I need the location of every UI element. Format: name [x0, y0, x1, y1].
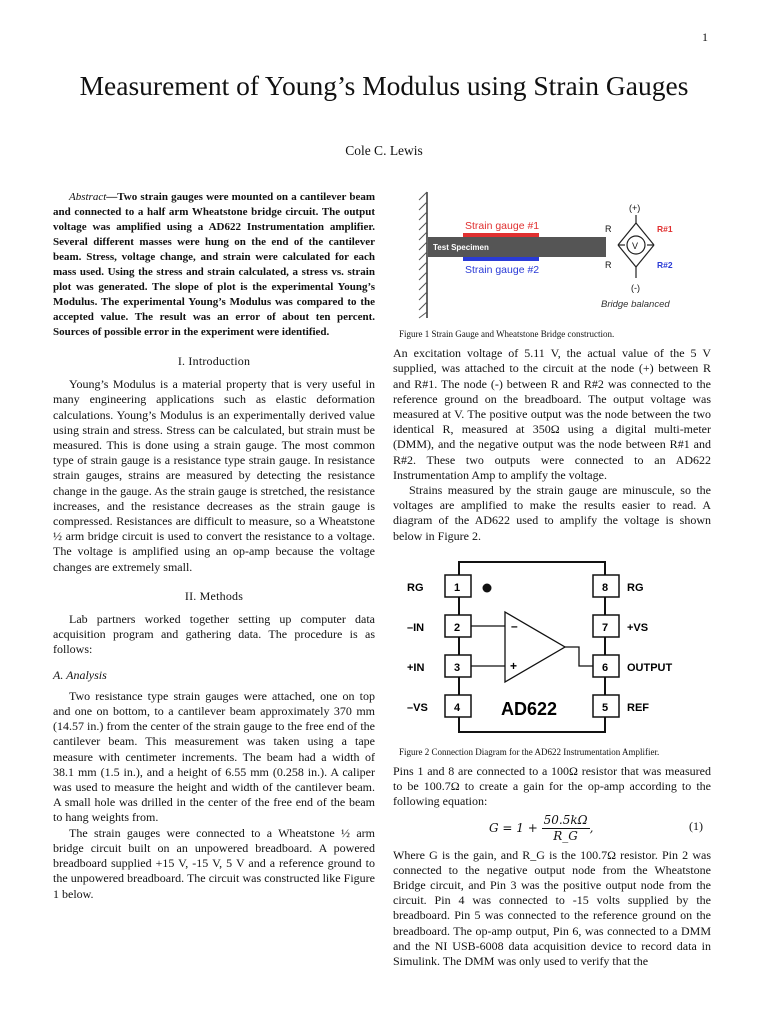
- strain-gauge-1-strip: [463, 233, 539, 237]
- right-paragraph-3: Pins 1 and 8 are connected to a 100Ω resistor that was measured to be 100.7Ω to create a gain for the op-amp according to the following equation:: [393, 764, 711, 809]
- plus-node-label: (+): [629, 203, 641, 213]
- pin-2-number: 2: [454, 621, 461, 634]
- chip-name: AD622: [501, 698, 558, 719]
- intro-paragraph: Young’s Modulus is a material property that is very useful in many engineering applications such as elastic deformation calculations. Young’s Modulus is an experimentally derived value using strain and stress. Stress can be calculated, but strain must be measured. This is done using a strain gauge. The most common type of strain gauge is a resistance type strain gauge. In resistance strain gauges, strains are measured by detecting the resistance change in the gauge. As the strain gauge is stretched, the resistance increases, and the resistance decreases as the strain gauge is compressed. Resistances are difficult to measure, so a Wheatstone ½ arm bridge circuit is used to convert the resistance to a voltage. The voltage is amplified using an op-amp because the voltage changes are extremely small.: [53, 377, 375, 574]
- meter-label: V: [632, 241, 639, 251]
- specimen-label: Test Specimen: [433, 243, 489, 252]
- pin-1-label: RG: [407, 581, 424, 594]
- pin-2-label: –IN: [407, 621, 425, 634]
- equation-fraction: [542, 813, 590, 844]
- pin-8-label: RG: [627, 581, 644, 594]
- right-paragraph-1: An excitation voltage of 5.11 V, the actual value of the 5 V supplied, was attached to the circuit at the node (+) between R and R#1. The node (-) between R and R#2 was connected to the reference ground on the breadboard. The output voltage was measured at V. The positive output was the node between the two identical R, measured at 350Ω using a digital multi-meter (DMM), and the negative output was the node between R#1 and R#2. These two outputs were connected to an AD622 Instrumentation Amp to amplify the voltage.: [393, 346, 711, 482]
- r-left-top-label: R: [605, 224, 612, 234]
- equation-tail: ,: [589, 820, 594, 835]
- gauge-1-label: Strain gauge #1: [465, 220, 540, 232]
- pin1-dot: [483, 583, 492, 592]
- equation-denominator: R_G: [553, 828, 578, 843]
- methods-paragraph-3: The strain gauges were connected to a Wheatstone ½ arm bridge circuit built on an unpowered breadboard. A powered breadboard supplied +15 V, -15 V, 5 V and a reference ground to the unpowered breadboard. The circuit was constructed like Figure 1 below.: [53, 825, 375, 901]
- figure-1-caption: Figure 1 Strain Gauge and Wheatstone Bridge construction.: [399, 329, 615, 340]
- pin-8-number: 8: [602, 581, 609, 594]
- abstract: [53, 190, 375, 340]
- right-column: [393, 190, 711, 969]
- figure-1: [393, 190, 711, 340]
- equation-1: [393, 811, 711, 847]
- page-number: 1: [702, 30, 708, 44]
- intro-heading: I. Introduction: [177, 354, 251, 368]
- r2-label: R#2: [657, 260, 673, 270]
- opamp-plus-label: +: [510, 658, 518, 673]
- ad622-pin-diagram: [393, 550, 711, 738]
- author: Cole C. Lewis: [345, 143, 423, 158]
- strain-gauge-2-strip: [463, 257, 539, 261]
- left-column: [53, 190, 375, 902]
- abstract-text: Two strain gauges were mounted on a cantilever beam and connected to a half arm Wheatstone bridge circuit. The output voltage was amplified using a AD622 Instrumentation amplifier. Several different masses were hung on the end of the cantilever beam. Stress, voltage change, and strain were calculated for each mass used. Using the stress and strain calculated, a stress vs. strain plot was generated. The slope of plot is the experimental Young’s Modulus. The experimental Young’s Modulus was compared to the accepted value. The result was an error of about ten percent. Sources of possible error in the experiment were identified.: [53, 191, 375, 338]
- minus-node-label: (-): [631, 283, 640, 293]
- paper-title: Measurement of Young’s Modulus using Strain Gauges: [79, 70, 689, 101]
- strain-gauge-diagram: [393, 190, 711, 320]
- abstract-lead: Abstract: [69, 191, 107, 203]
- pin-1-number: 1: [454, 581, 461, 594]
- r1-label: R#1: [657, 224, 673, 234]
- bridge-balanced-label: Bridge balanced: [601, 299, 670, 310]
- pin-5-label: REF: [627, 701, 649, 714]
- pin-4-number: 4: [454, 701, 461, 714]
- opamp-minus-label: –: [511, 618, 518, 633]
- r-left-bottom-label: R: [605, 260, 612, 270]
- pin-3-number: 3: [454, 661, 461, 674]
- equation-body: [489, 813, 593, 844]
- equation-numerator: 50.5kΩ: [542, 813, 590, 829]
- pin-5-number: 5: [602, 701, 609, 714]
- pin-6-number: 6: [602, 661, 609, 674]
- analysis-subheading: A. Analysis: [53, 667, 107, 682]
- pin-7-number: 7: [602, 621, 609, 634]
- abstract-dash: —: [106, 191, 118, 203]
- figure-2-caption: Figure 2 Connection Diagram for the AD622 Instrumentation Amplifier.: [399, 747, 660, 758]
- pin-3-label: +IN: [407, 661, 425, 674]
- equation-lhs: G = 1 +: [489, 820, 538, 835]
- pin-6-label: OUTPUT: [627, 661, 673, 674]
- right-paragraph-2: Strains measured by the strain gauge are minuscule, so the voltages are amplified to make the results easier to read. A diagram of the AD622 used to amplify the voltage is shown below in Figure 2.: [393, 483, 711, 543]
- pin-7-label: +VS: [627, 621, 649, 634]
- right-paragraph-4: Where G is the gain, and R_G is the 100.7Ω resistor. Pin 2 was connected to the negative output node from the Wheatstone Bridge circuit, and Pin 3 was the positive output node from the circuit. Pin 4 was connected to -15 volts supplied by the breadboard. Pin 5 was connected to the reference ground on the breadboard. The op-amp output, Pin 6, was connected to a DMM and the NI USB-6008 data acquisition device to record data in Simulink. The DMM was only used to verify that the: [393, 847, 711, 969]
- equation-number: (1): [689, 818, 703, 833]
- methods-heading: II. Methods: [184, 588, 244, 603]
- pin-4-label: –VS: [407, 701, 428, 714]
- figure-2: [393, 550, 711, 758]
- gauge-2-label: Strain gauge #2: [465, 264, 540, 276]
- methods-paragraph-1: Lab partners worked together setting up computer data acquisition program and gathering data. The procedure is as follows:: [53, 612, 375, 657]
- methods-paragraph-2: Two resistance type strain gauges were attached, one on top and one on bottom, to a cantilever beam approximately 370 mm (14.57 in.) from the center of the strain gauge to the free end of the cantilever beam. This measurement was taken using a tape measure with centimeter increments. The beam had a width of 38.1 mm (1.5 in.), and a height of 6.55 mm (0.258 in.). A caliper was used to measure the height and width of the cantilever beam. A small hole was drilled in the center of the free end of the beam to hang weights from.: [53, 688, 375, 825]
